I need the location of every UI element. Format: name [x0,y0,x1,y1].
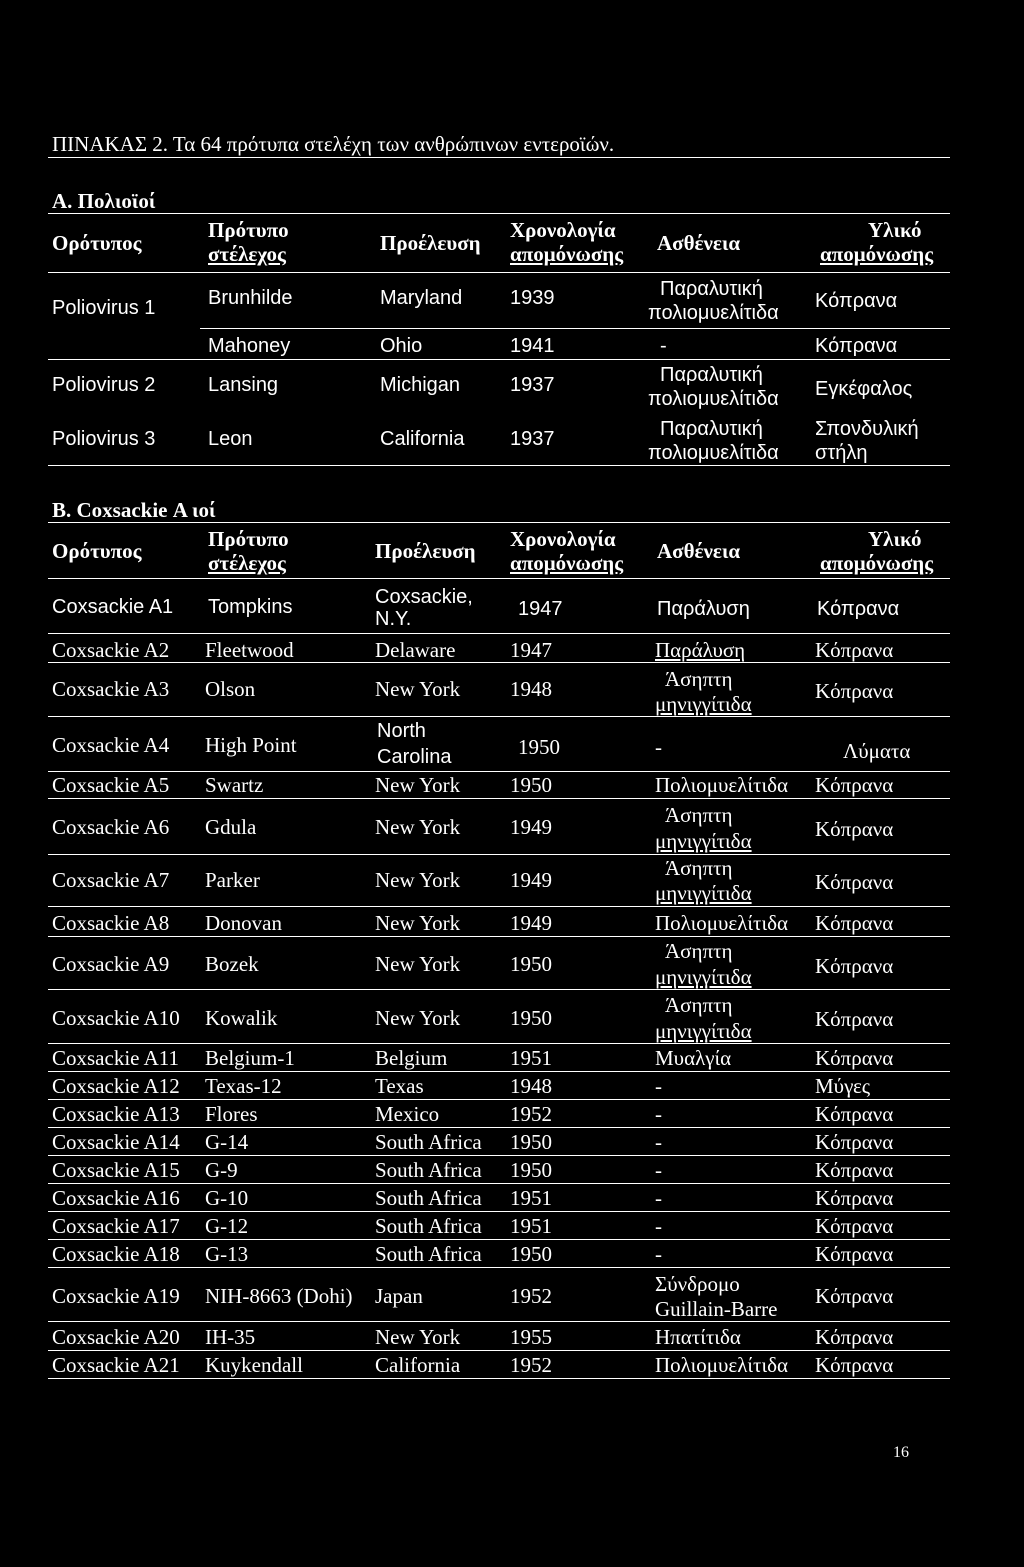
cell-strain: G-13 [205,1242,249,1266]
cell-year: 1948 [510,1074,552,1098]
cell-year: 1952 [510,1102,552,1126]
cell-disease-2: Guillain-Barre [655,1297,778,1321]
row-rule [48,359,950,360]
cell-material: Κόπρανα [815,290,898,312]
row-rule [48,1267,950,1268]
cell-material: Κόπρανα [815,679,894,703]
title-rule [48,157,950,158]
row-rule [48,716,950,717]
cell-year: 1939 [510,287,555,309]
row-rule [48,1321,950,1322]
cell-origin: New York [375,1325,461,1349]
cell-year: 1949 [510,868,552,892]
cell-year: 1937 [510,428,555,450]
cell-strain: Fleetwood [205,638,294,662]
cell-origin: Japan [375,1284,423,1308]
cell-origin: Delaware [375,638,456,662]
cell-year: 1950 [510,1130,552,1154]
row-rule [48,798,950,799]
cell-serotype: Coxsackie A4 [52,733,170,757]
cell-origin: Ohio [380,335,423,357]
cell-disease-1: Παραλυτική [660,278,763,300]
cell-origin: California [375,1353,461,1377]
table-title: ΠΙΝΑΚΑΣ 2. Τα 64 πρότυπα στελέχη των ανθρώπινων εντεροϊών. [52,132,615,156]
cell-disease: - [655,1130,662,1154]
cell-disease-1: Παραλυτική [660,418,763,440]
row-rule [48,1350,950,1351]
cell-serotype: Coxsackie A11 [52,1046,179,1070]
header-material-2: απομόνωσης [820,551,934,575]
cell-material: Κόπρανα [817,598,900,620]
row-rule [48,989,950,990]
header-prototype-2: στέλεχος [208,551,286,575]
cell-material: Κόπρανα [815,870,894,894]
cell-disease: - [655,735,662,759]
cell-strain: Lansing [208,374,279,396]
cell-origin: Michigan [380,374,461,396]
cell-year: 1950 [518,735,560,759]
cell-material-2: στήλη [815,442,868,464]
header-prototype-2: στέλεχος [208,242,286,266]
cell-origin: Texas [375,1074,424,1098]
cell-strain: Texas-12 [205,1074,282,1098]
section-a-bottom-rule [48,465,950,466]
cell-year: 1937 [510,374,555,396]
cell-serotype: Coxsackie A14 [52,1130,180,1154]
row-rule [48,1155,950,1156]
cell-disease: - [655,1102,662,1126]
header-disease: Ασθένεια [657,539,741,563]
cell-year: 1949 [510,815,552,839]
page-number: 16 [893,1444,909,1461]
cell-year: 1951 [510,1214,552,1238]
cell-disease-2: μηνιγγίτιδα [655,965,752,989]
cell-year: 1948 [510,677,552,701]
cell-serotype: Poliovirus 2 [52,374,156,396]
row-rule [48,771,950,772]
header-rule [48,578,950,579]
header-material-1: Υλικό [868,527,922,551]
header-chrono-2: απομόνωσης [510,551,624,575]
cell-strain: G-9 [205,1158,238,1182]
cell-origin-2: N.Y. [375,608,412,630]
cell-material: Κόπρανα [815,335,898,357]
cell-disease: - [655,1074,662,1098]
cell-material: Κόπρανα [815,817,894,841]
cell-serotype: Coxsackie A15 [52,1158,180,1182]
cell-year: 1950 [510,773,552,797]
row-rule [48,936,950,937]
cell-serotype: Coxsackie A12 [52,1074,180,1098]
cell-serotype: Coxsackie A18 [52,1242,180,1266]
cell-material: Κόπρανα [815,1158,894,1182]
cell-serotype: Coxsackie A2 [52,638,170,662]
cell-disease-2: πολιομυελίτιδα [648,388,779,410]
cell-material: Κόπρανα [815,1284,894,1308]
header-material-1: Υλικό [868,218,922,242]
cell-origin: South Africa [375,1186,482,1210]
cell-disease: - [655,1214,662,1238]
cell-year: 1952 [510,1284,552,1308]
cell-material: Κόπρανα [815,773,894,797]
cell-serotype: Coxsackie A13 [52,1102,180,1126]
section-b-title: Β. Coxsackie Α ιοί [52,498,216,522]
cell-serotype: Coxsackie A19 [52,1284,180,1308]
section-b-rule [48,522,950,523]
cell-origin: New York [375,815,461,839]
cell-strain: Belgium-1 [205,1046,295,1070]
cell-material: Κόπρανα [815,1046,894,1070]
cell-disease: - [655,1242,662,1266]
cell-material: Κόπρανα [815,1353,894,1377]
cell-material: Κόπρανα [815,1130,894,1154]
cell-material: Κόπρανα [815,911,894,935]
cell-strain: Brunhilde [208,287,293,309]
cell-serotype: Coxsackie A16 [52,1186,180,1210]
row-rule [48,633,950,634]
cell-disease: - [655,1158,662,1182]
cell-disease: Μυαλγία [655,1046,732,1070]
cell-strain: G-10 [205,1186,249,1210]
cell-serotype: Coxsackie A1 [52,596,174,618]
header-prototype-1: Πρότυπο [208,527,289,551]
cell-material: Εγκέφαλος [815,378,913,400]
cell-disease-1: Άσηπτη [665,667,733,691]
cell-origin: California [380,428,465,450]
cell-disease-1: Άσηπτη [665,803,733,827]
cell-year: 1955 [510,1325,552,1349]
cell-serotype: Coxsackie A8 [52,911,170,935]
cell-year: 1951 [510,1046,552,1070]
cell-origin-1: Coxsackie, [375,586,473,608]
cell-strain: Parker [205,868,260,892]
cell-material: Κόπρανα [815,1214,894,1238]
section-a-rule [48,213,950,214]
cell-disease-2: πολιομυελίτιδα [648,302,779,324]
cell-material-1: Σπονδυλική [815,418,919,440]
cell-origin: New York [375,911,461,935]
cell-serotype: Poliovirus 3 [52,428,156,450]
row-rule [48,1183,950,1184]
cell-year: 1950 [510,1158,552,1182]
cell-origin: South Africa [375,1242,482,1266]
cell-year: 1950 [510,952,552,976]
row-rule [48,1239,950,1240]
cell-disease: - [660,335,667,357]
cell-origin: New York [375,952,461,976]
header-origin: Προέλευση [380,231,481,255]
cell-origin: South Africa [375,1158,482,1182]
cell-strain: High Point [205,733,297,757]
cell-serotype: Coxsackie A10 [52,1006,180,1030]
cell-strain: G-12 [205,1214,249,1238]
cell-disease-2: μηνιγγίτιδα [655,881,752,905]
header-chrono-1: Χρονολογία [510,527,616,551]
row-rule [48,1211,950,1212]
cell-material: Κόπρανα [815,1007,894,1031]
cell-material: Κόπρανα [815,1186,894,1210]
cell-origin: Belgium [375,1046,448,1070]
cell-strain: Donovan [205,911,282,935]
header-material-2: απομόνωσης [820,242,934,266]
row-rule [48,1071,950,1072]
cell-disease-1: Άσηπτη [665,856,733,880]
header-chrono-1: Χρονολογία [510,218,616,242]
cell-serotype: Poliovirus 1 [52,297,156,319]
cell-disease: Πολιομυελίτιδα [655,1353,789,1377]
cell-origin: South Africa [375,1130,482,1154]
cell-strain: Tompkins [208,596,293,618]
cell-disease-2: πολιομυελίτιδα [648,442,779,464]
cell-origin: New York [375,1006,461,1030]
row-rule [48,906,950,907]
cell-disease-2: μηνιγγίτιδα [655,829,752,853]
section-a-title: Α. Πολιοϊοί [52,189,156,213]
cell-disease-2: μηνιγγίτιδα [655,1019,752,1043]
cell-origin: New York [375,868,461,892]
row-rule [200,328,950,329]
cell-disease: Παράλυση [655,638,746,662]
cell-year: 1949 [510,911,552,935]
header-origin: Προέλευση [375,539,476,563]
cell-disease: Πολιομυελίτιδα [655,911,789,935]
cell-strain: Kowalik [205,1006,278,1030]
cell-year: 1947 [510,638,552,662]
cell-serotype: Coxsackie A6 [52,815,170,839]
cell-year: 1951 [510,1186,552,1210]
cell-origin-2: Carolina [377,746,452,768]
cell-serotype: Coxsackie A7 [52,868,170,892]
cell-strain: Gdula [205,815,257,839]
cell-serotype: Coxsackie A17 [52,1214,180,1238]
cell-year: 1950 [510,1242,552,1266]
header-chrono-2: απομόνωσης [510,242,624,266]
row-rule [48,1099,950,1100]
cell-origin: Maryland [380,287,463,309]
cell-material: Κόπρανα [815,638,894,662]
cell-disease-1: Άσηπτη [665,939,733,963]
cell-material: Μύγες [815,1074,871,1098]
header-serotype: Ορότυπος [52,539,142,563]
cell-serotype: Coxsackie A20 [52,1325,180,1349]
row-rule [48,662,950,663]
cell-disease: Ηπατίτιδα [655,1325,741,1349]
cell-strain: Swartz [205,773,264,797]
cell-origin: Mexico [375,1102,440,1126]
cell-material: Κόπρανα [815,954,894,978]
table-bottom-rule [48,1378,950,1379]
cell-year: 1952 [510,1353,552,1377]
cell-disease-1: Άσηπτη [665,993,733,1017]
cell-strain: Kuykendall [205,1353,303,1377]
cell-disease-1: Παραλυτική [660,364,763,386]
cell-disease: - [655,1186,662,1210]
cell-disease-1: Σύνδρομο [655,1272,740,1296]
cell-material: Κόπρανα [815,1102,894,1126]
header-serotype: Ορότυπος [52,231,142,255]
cell-strain: Bozek [205,952,259,976]
cell-year: 1947 [518,598,563,620]
row-rule [48,1127,950,1128]
row-rule [48,1043,950,1044]
cell-strain: Flores [205,1102,258,1126]
cell-disease-2: μηνιγγίτιδα [655,692,752,716]
cell-material: Κόπρανα [815,1325,894,1349]
cell-serotype: Coxsackie A21 [52,1353,180,1377]
cell-serotype: Coxsackie A3 [52,677,170,701]
cell-strain: G-14 [205,1130,249,1154]
cell-serotype: Coxsackie A9 [52,952,170,976]
cell-serotype: Coxsackie A5 [52,773,170,797]
cell-material: Λύματα [843,739,911,763]
row-rule [48,854,950,855]
cell-origin: New York [375,677,461,701]
cell-disease: Παράλυση [657,598,750,620]
cell-origin: New York [375,773,461,797]
cell-disease: Πολιομυελίτιδα [655,773,789,797]
cell-year: 1950 [510,1006,552,1030]
cell-origin-1: North [377,720,426,742]
header-disease: Ασθένεια [657,231,741,255]
cell-year: 1941 [510,335,555,357]
header-prototype-1: Πρότυπο [208,218,289,242]
cell-strain: Leon [208,428,253,450]
cell-strain: NIH-8663 (Dohi) [205,1284,353,1308]
cell-material: Κόπρανα [815,1242,894,1266]
header-rule [48,272,950,273]
cell-strain: Mahoney [208,335,291,357]
cell-origin: South Africa [375,1214,482,1238]
cell-strain: Olson [205,677,256,701]
cell-strain: IH-35 [205,1325,256,1349]
